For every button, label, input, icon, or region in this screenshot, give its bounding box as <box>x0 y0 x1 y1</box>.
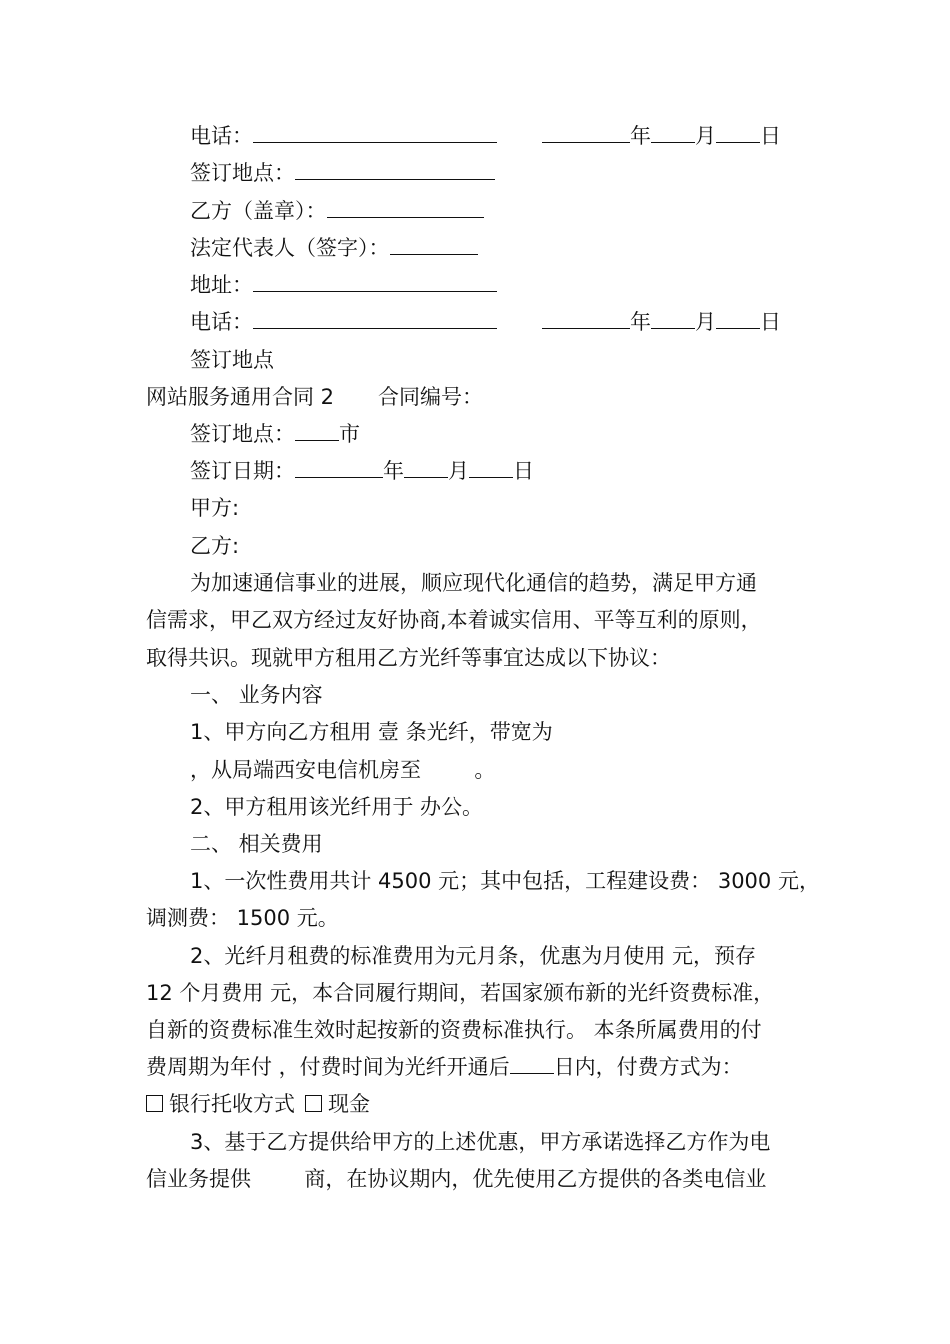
contract-date-line: 签订日期： 年 月 日 <box>190 459 534 483</box>
s1-item1-line1: 1、甲方向乙方租用 壹 条光纤，带宽为 <box>190 720 553 744</box>
checkbox-bank-collection[interactable] <box>146 1095 163 1112</box>
s2-item1-line2: 调测费： 1500 元。 <box>146 906 339 930</box>
phone-line-1: 电话： 年 月 日 <box>190 124 781 148</box>
address-line: 地址： <box>190 271 497 299</box>
blank-field <box>651 122 695 143</box>
s2-item2-line2: 12 个月费用 元，本合同履行期间，若国家颁布新的光纤资费标准， <box>146 981 775 1005</box>
blank-field <box>716 122 760 143</box>
s1-item2: 2、甲方租用该光纤用于 办公。 <box>190 795 484 819</box>
s2-item2-line4: 费周期为年付 ，付费时间为光纤开通后 日内，付费方式为： <box>146 1055 743 1079</box>
blank-field <box>542 122 630 143</box>
party-a: 甲方: <box>190 496 240 520</box>
intro-line-3: 取得共识。现就甲方租用乙方光纤等事宜达成以下协议： <box>146 646 671 670</box>
blank-field <box>327 197 484 218</box>
sign-place-line: 签订地点： <box>190 159 495 187</box>
phone-line-2: 电话： 年 月 日 <box>190 310 781 334</box>
contract-title: 网站服务通用合同 2 <box>146 385 335 409</box>
blank-field <box>253 308 497 329</box>
payment-options-line <box>146 1090 370 1118</box>
blank-field <box>295 420 339 441</box>
s2-item3-line1: 3、基于乙方提供给甲方的上述优惠，甲方承诺选择乙方作为电 <box>190 1130 771 1154</box>
s2-item1-line1: 1、一次性费用共计 4500 元；其中包括，工程建设费： 3000 元， <box>190 869 820 893</box>
section-1-heading: 一、 业务内容 <box>190 683 323 707</box>
blank-field <box>253 271 497 292</box>
blank-field <box>469 457 513 478</box>
blank-field <box>716 308 760 329</box>
section-2-heading: 二、 相关费用 <box>190 832 323 856</box>
sign-place-plain: 签订地点 <box>190 348 274 372</box>
blank-field <box>390 234 478 255</box>
payment-option-cash: 现金 <box>328 1092 370 1116</box>
legal-rep-line: 法定代表人（签字）： <box>190 234 478 262</box>
party-b-seal-line: 乙方（盖章）： <box>190 197 484 225</box>
payment-option-bank: 银行托收方式 <box>169 1092 295 1116</box>
s2-item2-line3: 自新的资费标准生效时起按新的资费标准执行。 本条所属费用的付 <box>146 1018 762 1042</box>
party-b: 乙方: <box>190 534 240 558</box>
contract-place-line: 签订地点： 市 <box>190 422 360 446</box>
blank-field <box>651 308 695 329</box>
blank-field <box>510 1053 554 1074</box>
blank-field <box>542 308 630 329</box>
blank-field <box>253 122 497 143</box>
intro-line-2: 信需求，甲乙双方经过友好协商,本着诚实信用、平等互利的原则， <box>146 608 762 632</box>
blank-field <box>404 457 448 478</box>
s1-item1-line2: ，从局端西安电信机房至 。 <box>190 758 496 782</box>
checkbox-cash[interactable] <box>305 1095 322 1112</box>
s2-item2-line1: 2、光纤月租费的标准费用为元月条，优惠为月使用 元，预存 <box>190 944 757 968</box>
blank-field <box>295 159 495 180</box>
s2-item3-line2: 信业务提供 商，在协议期内，优先使用乙方提供的各类电信业 <box>146 1167 767 1191</box>
contract-number-label: 合同编号： <box>378 385 484 409</box>
blank-field <box>295 457 383 478</box>
intro-line-1: 为加速通信事业的进展，顺应现代化通信的趋势，满足甲方通 <box>190 571 757 595</box>
contract-title-line <box>146 383 483 411</box>
